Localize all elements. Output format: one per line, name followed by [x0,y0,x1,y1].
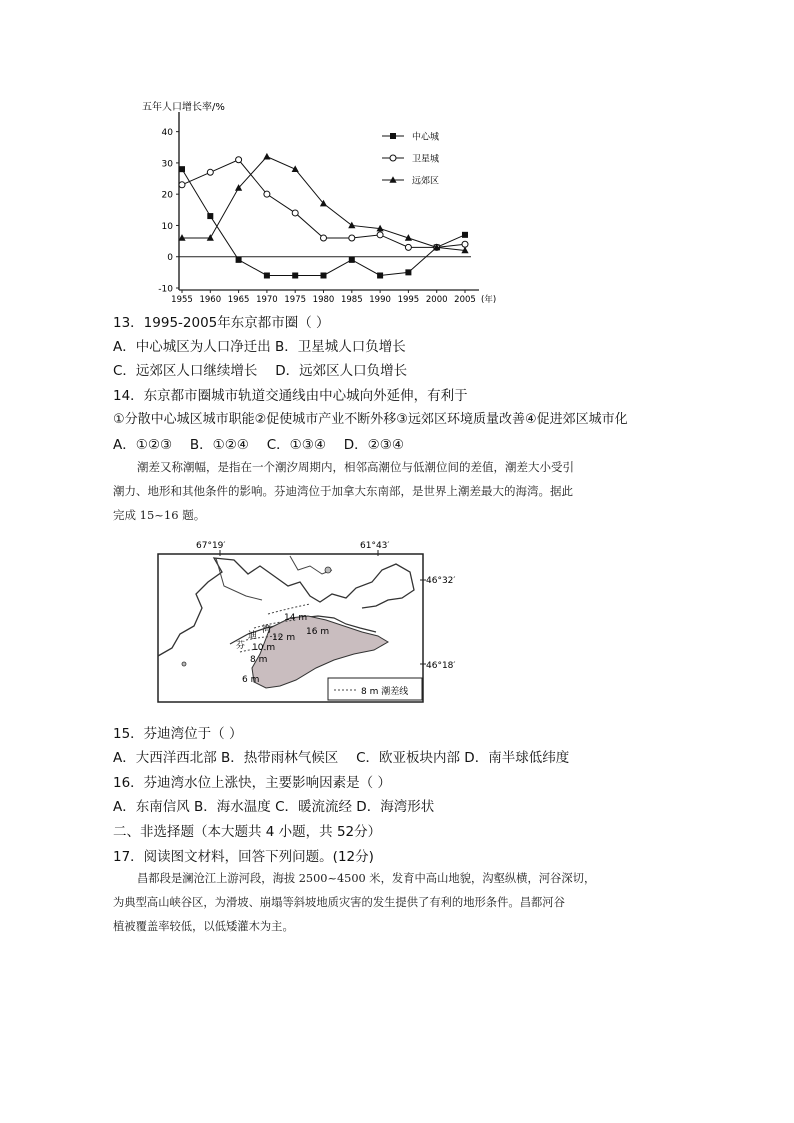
lon-label-left: 67°19′ [196,541,226,551]
data-point [236,157,242,163]
passage1-line2: 潮力、地形和其他条件的影响。芬迪湾位于加拿大东南部，是世界上潮差最大的海湾。据此 [113,484,573,498]
q14-items: ①分散中心城区城市职能②促使城市产业不断外移③远郊区环境质量改善④促进郊区城市化 [113,412,628,427]
data-point [462,241,468,247]
map-legend-label: 8 m 潮差线 [361,687,409,697]
data-point [405,244,411,250]
legend-marker [390,155,396,161]
passage2-line1: 昌都段是澜沧江上游河段，海拔 2500~4500 米，发育中高山地貌，沟壑纵横，河谷深切， [137,872,596,885]
y-tick-label: -10 [158,284,173,295]
legend-label: 卫星城 [412,154,440,165]
contour-label-8m: 8 m [250,655,268,665]
bay-name-di: 迪 [248,631,258,641]
data-point [207,169,213,175]
x-tick-label: 1955 [171,295,193,303]
y-tick-label: 10 [161,221,173,232]
x-tick-label: 1965 [227,295,250,303]
lon-label-right: 61°43′ [360,541,390,551]
x-tick-label: 1960 [199,295,222,303]
passage1-line3: 完成 15~16 题。 [113,508,206,522]
q13-stem: 13．1995-2005年东京都市圈（ ） [113,315,330,331]
lat-label-top: 46°32′ [426,576,456,586]
data-point [405,269,411,275]
passage-tidal-range [113,455,688,527]
contour-label-16m: 16 m [306,627,330,637]
data-point [377,272,383,278]
y-tick-label: 40 [161,128,173,139]
data-point [292,272,298,278]
data-point [349,257,355,263]
data-point [263,153,270,160]
data-point [348,222,355,229]
q16-options: A．东南信风 B．海水温度 C．暖流流经 D．海湾形状 [113,799,435,815]
x-tick-label: 2005 [454,295,476,303]
x-tick-label: 1970 [256,295,278,303]
passage-changdu [113,867,693,939]
data-point [321,235,327,241]
q14-stem: 14．东京都市圈城市轨道交通线由中心城向外延伸，有利于 [113,388,468,404]
data-point [292,165,299,172]
x-tick-label: 1985 [340,295,363,303]
section-two-title: 二、非选择题（本大题共 4 小题，共 52分） [113,824,382,840]
data-point [264,272,270,278]
lat-label-bottom: 46°18′ [426,661,456,671]
data-point [179,166,185,172]
data-point [264,191,270,197]
data-point [236,257,242,263]
legend-label: 中心城 [412,132,440,143]
island [325,567,331,573]
x-tick-label: 1990 [369,295,391,303]
data-point [207,213,213,219]
data-point [349,235,355,241]
contour-label-10m: 10 m [252,643,276,653]
q14-options: A．①②③ B．①②④ C．①③④ D．②③④ [113,437,404,453]
island [182,662,186,666]
data-point [292,210,298,216]
x-tick-label: 1975 [284,295,307,303]
q15-stem: 15．芬迪湾位于（ ） [113,726,243,742]
y-tick-label: 0 [167,253,173,264]
legend-label: 远郊区 [412,176,440,187]
x-tick-label: 1980 [312,295,335,303]
bay-name-wan: 湾 [262,625,272,635]
q16-stem: 16．芬迪湾水位上涨快，主要影响因素是（ ） [113,775,391,791]
passage1-line1: 潮差又称潮幅，是指在一个潮汐周期内，相邻高潮位与低潮位间的差值，潮差大小受引 [137,460,574,474]
population-growth-chart [140,98,500,303]
q15-options: A．大西洋西北部 B．热带雨林气候区 C．欧亚板块内部 D．南半球低纬度 [113,750,570,766]
contour-label-6m: 6 m [242,675,260,685]
data-point [377,232,383,238]
x-tick-label: 1995 [397,295,420,303]
data-point [321,272,327,278]
data-point [462,232,468,238]
data-point [179,182,185,188]
q17-stem: 17．阅读图文材料，回答下列问题。(12分) [113,849,374,865]
q13-options-cd: C．远郊区人口继续增长 D．远郊区人口负增长 [113,363,408,379]
passage2-line3: 植被覆盖率较低，以低矮灌木为主。 [113,920,294,933]
passage2-line2: 为典型高山峡谷区，为滑坡、崩塌等斜坡地质灾害的发生提供了有利的地形条件。昌都河谷 [113,896,565,909]
x-axis-unit: (年) [481,295,497,303]
y-axis-label: 五年人口增长率/% [142,102,225,113]
y-tick-label: 30 [161,159,173,170]
x-tick-label: 2000 [425,295,448,303]
q13-options-ab: A．中心城区为人口净迁出 B．卫星城人口负增长 [113,339,406,355]
legend-marker [390,133,396,139]
contour-label-12m: 12 m [272,633,296,643]
bay-name-fen: 芬 [236,641,246,651]
y-tick-label: 20 [161,190,173,201]
contour-label-14m: 14 m [284,613,308,623]
bay-of-fundy-map [150,536,460,706]
